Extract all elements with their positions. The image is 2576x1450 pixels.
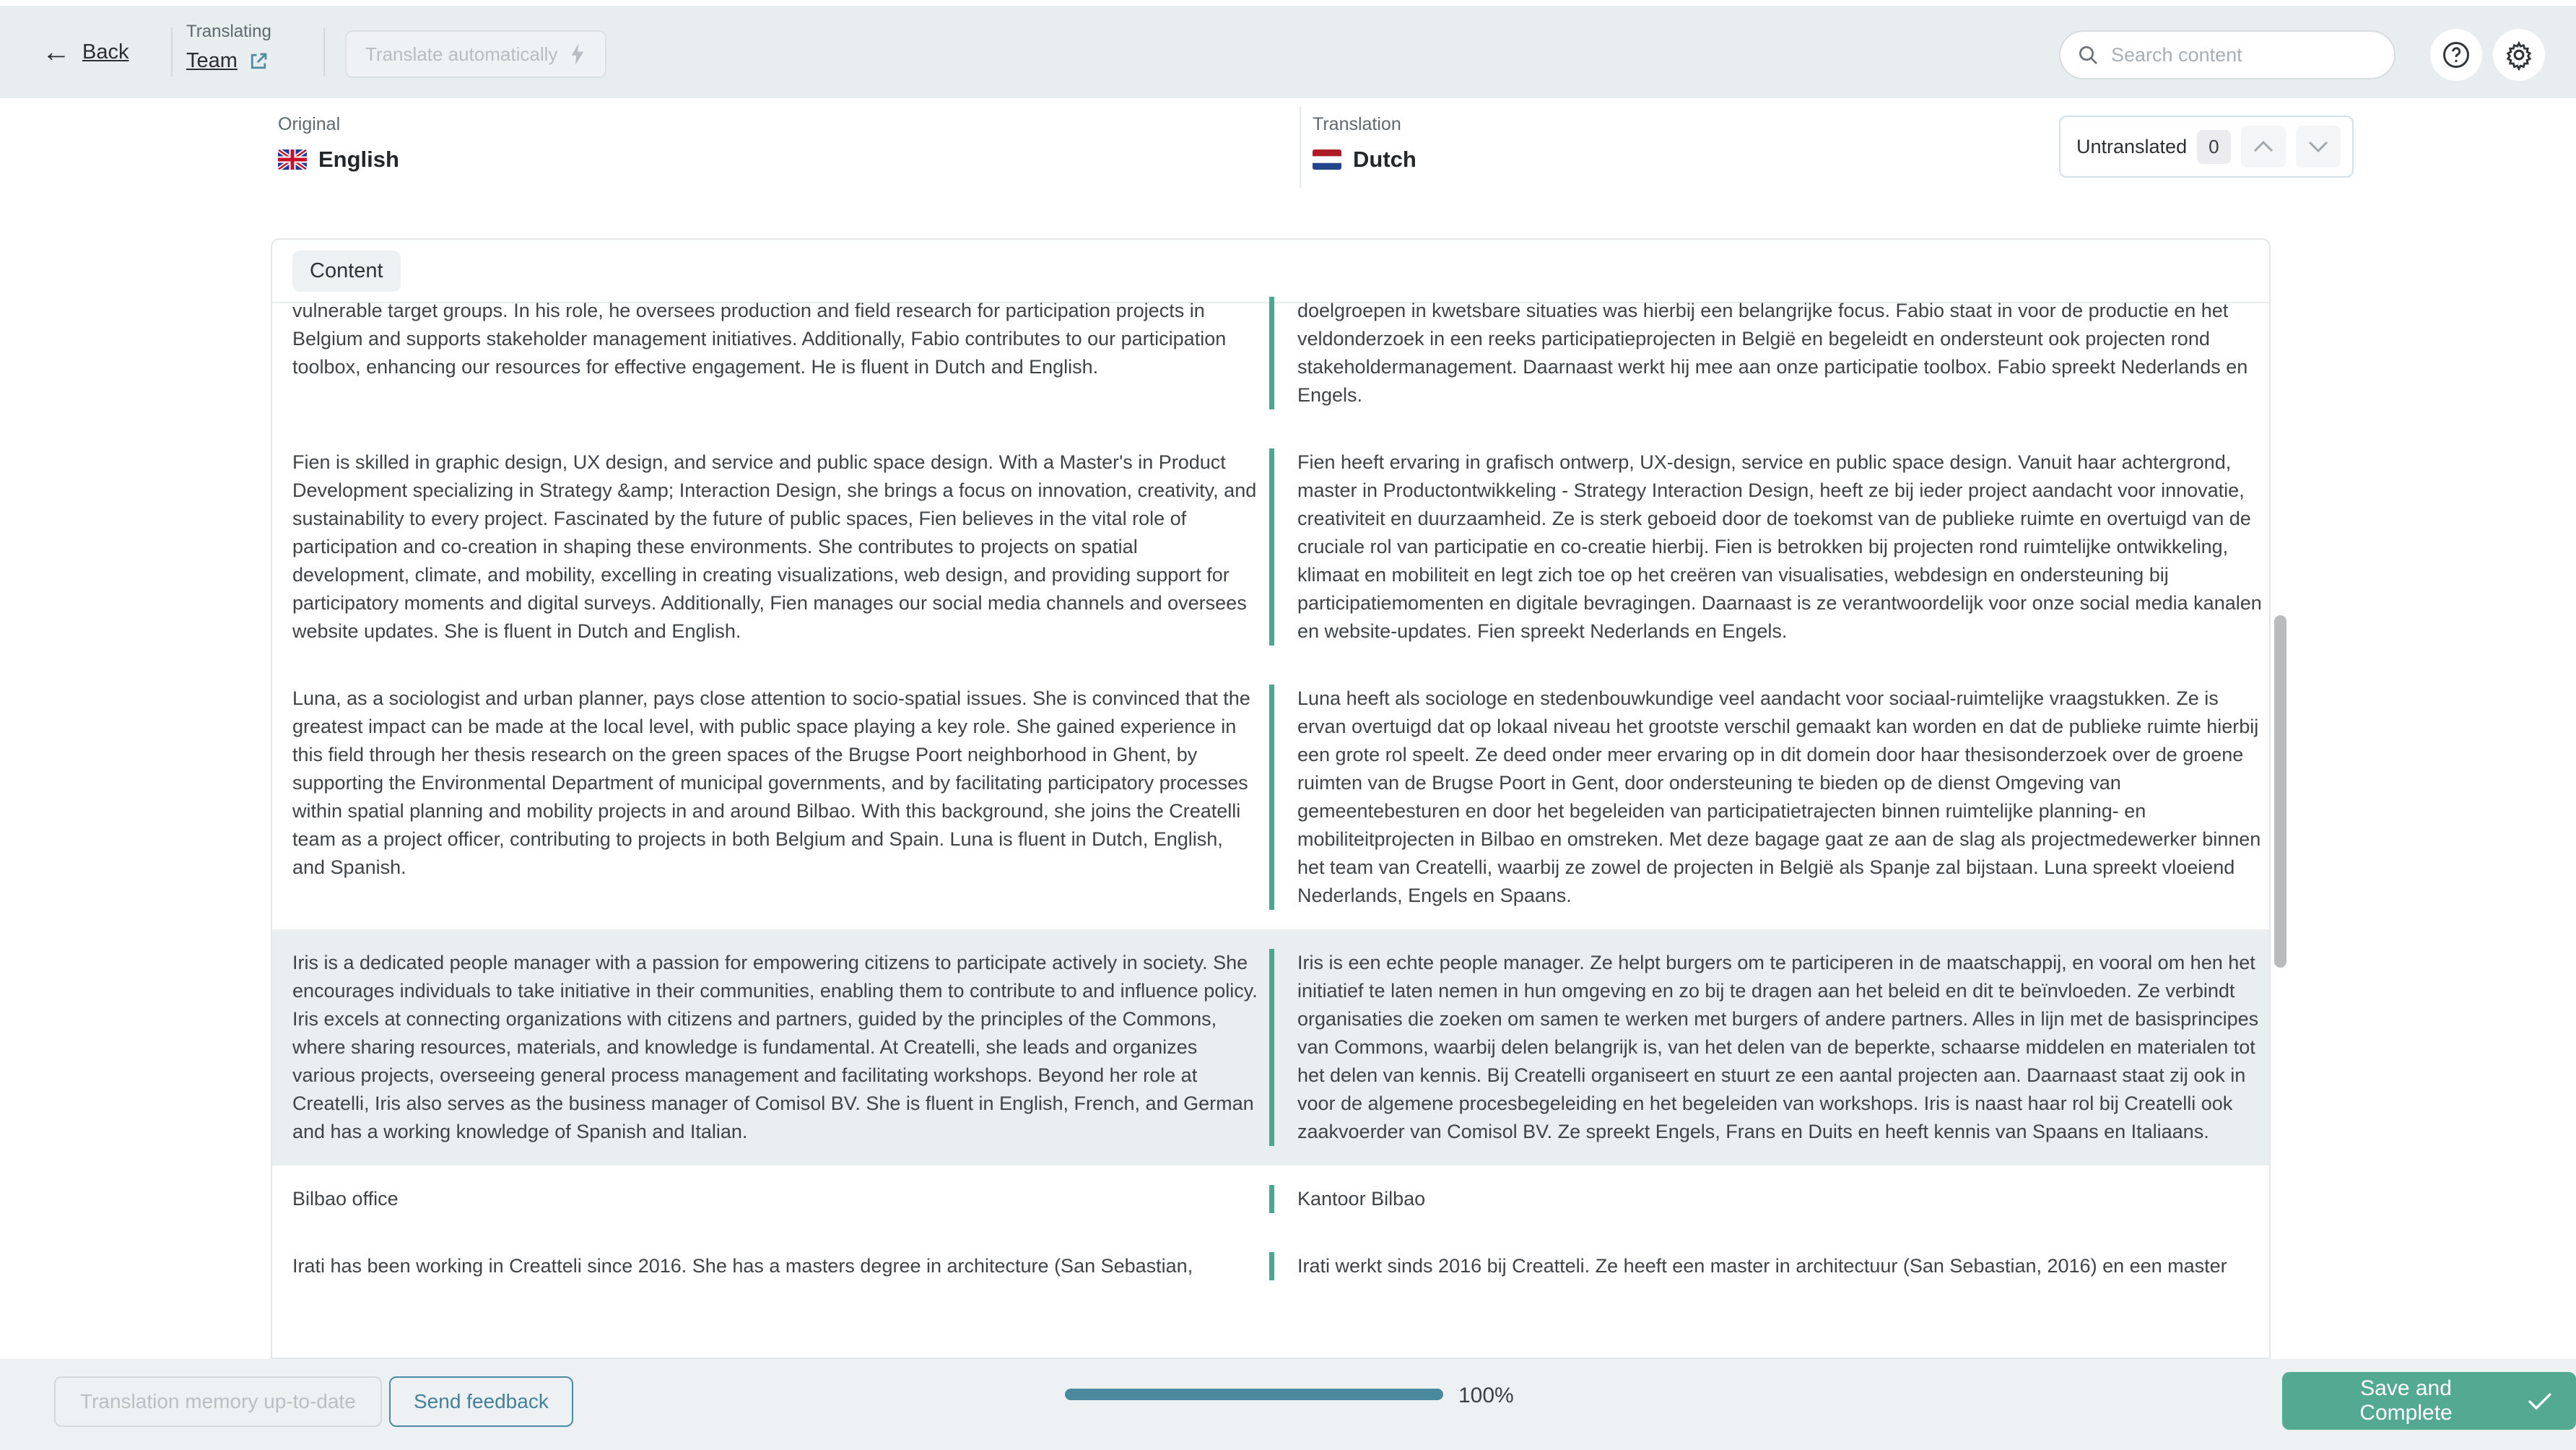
table-row: [272, 1233, 2269, 1300]
target-text[interactable]: doelgroepen in kwetsbare situaties was hierbij een belangrijke focus. Fabio staat in voor de productie en het veldonderzoek in een reeks participatieprojecten in België en begeleidt en ondersteunt ook projecten rond stakeholdermanagement. Daarnaast werkt hij mee aan onze participatie toolbox. Fabio spreekt Nederlands en Engels.: [1269, 297, 2262, 409]
gear-icon: [2503, 39, 2535, 71]
tab-content[interactable]: Content: [292, 251, 401, 292]
divider: [323, 27, 325, 77]
source-text: Luna, as a sociologist and urban planner, pays close attention to socio-spatial issues. She is convinced that the greatest impact can be made at the local level, with public space playing a key role. She gained experience in this field through her thesis research on the green spaces of the Brugse Poort neighborhood in Ghent, by supporting the Environmental Department of municipal governments, and by facilitating participatory processes within spatial planning and mobility projects in and around Bilbao. With this background, she joins the Createlli team as a project officer, contributing to projects in both Belgium and Spain. Luna is fluent in Dutch, English, and Spanish.: [292, 687, 1250, 878]
translation-memory-status-label: Translation memory up-to-date: [80, 1390, 356, 1412]
translation-label: Translation: [1313, 114, 1401, 134]
untranslated-label: Untranslated: [2076, 135, 2188, 157]
column-gap: [1258, 949, 1269, 1146]
card-header: [272, 240, 2269, 303]
table-row: [272, 429, 2269, 665]
checkmark-icon: [2525, 1389, 2554, 1412]
language-header-row: [0, 98, 2576, 196]
send-feedback-button[interactable]: [389, 1376, 573, 1427]
settings-button[interactable]: [2493, 29, 2545, 81]
column-gap: [1258, 303, 1269, 409]
untranslated-navigator: [2059, 116, 2354, 178]
netherlands-flag-icon: [1313, 149, 1341, 170]
column-gap: [1258, 685, 1269, 910]
footer-bar: [0, 1359, 2576, 1450]
search-bar: [2059, 30, 2396, 79]
target-text[interactable]: Luna heeft als sociologe en stedenbouwkundige veel aandacht voor sociaal-ruimtelijke vraagstukken. Ze is ervan overtuigd dat op lokaal niveau het grootste verschil gemaakt kan worden en dat de publieke ruimte hierbij een grote rol speelt. Ze deed onder meer ervaring op in dit domein door haar thesisonderzoek over de groene ruimten van de Brugse Poort in Gent, door ondersteuning te bieden op de dienst Omgeving van gemeentebesturen en door het begeleiden van participatietrajecten binnen ruimtelijke planning- en mobiliteitprojecten in Bilbao en omstreken. Met deze bagage gaat ze aan de slag als projectmedewerker binnen het team van Createlli, waarbij ze zowel de projecten in België als Spanje zal bijstaan. Luna spreekt vloeiend Nederlands, Engels en Spaans.: [1269, 685, 2262, 910]
send-feedback-label: Send feedback: [414, 1390, 549, 1412]
table-row: [272, 300, 2269, 429]
source-text: vulnerable target groups. In his role, he oversees production and field research for participation projects in Belgium and supports stakeholder management initiatives. Additionally, Fabio contributes to our participation toolbox, enhancing our resources for effective engagement. He is fluent in Dutch and English.: [292, 300, 1227, 378]
source-text: Irati has been working in Creatteli since 2016. She has a masters degree in architecture (San Sebastian,: [292, 1255, 1193, 1277]
source-text: Iris is a dedicated people manager with a passion for empowering citizens to participate actively in society. She encourages individuals to take initiative in their communities, enabling them to contribute to and influence policy. Iris excels at connecting organizations with citizens and partners, guided by the principles of the Commons, where sharing resources, materials, and knowledge is fundamental. At Createlli, she leads and organizes various projects, overseeing general process management and facilitating workshops. Beyond her role at Createlli, Iris also serves as the business manager of Comisol BV. She is fluent in English, French, and German and has a working knowledge of Spanish and Italian.: [292, 952, 1258, 1142]
translation-language-block: [1313, 114, 1417, 173]
back-arrow-icon: ←: [42, 36, 71, 68]
column-gap: [1258, 448, 1269, 646]
top-bar: [0, 6, 2576, 98]
search-icon: [2076, 43, 2099, 66]
target-text[interactable]: Iris is een echte people manager. Ze helpt burgers om te participeren in de maatschappij, en vooral om hen het initiatief te laten nemen in hun omgeving en zo bij te dragen aan het beleid en dit te beïnvloeden. Ze verbindt organisaties die zoeken om samen te werken met burgers of andere partners. Alles in lijn met de basisprincipes van Commons, waarbij delen belangrijk is, van het delen van de beperkte, schaarse middelen en materialen tot het delen van kennis. Bij Createlli organiseert en stuurt ze een aantal projecten aan. Daarnaast staat zij ook in voor de algemene procesbegeleiding en het begeleiden van workshops. Iris is naast haar rol bij Createlli ook zaakvoerder van Comisol BV. Ze spreekt Engels, Frans en Duits en heeft kennis van Spaans en Italiaans.: [1269, 949, 2262, 1146]
next-untranslated-button[interactable]: [2296, 126, 2341, 168]
help-icon: [2440, 39, 2472, 71]
back-button[interactable]: [42, 32, 129, 72]
original-language-block: [278, 114, 399, 173]
team-link[interactable]: Team: [186, 49, 238, 72]
save-and-complete-label: Save and Complete: [2359, 1376, 2453, 1425]
table-row: [272, 665, 2269, 929]
progress-percent-label: 100%: [1458, 1384, 1514, 1407]
translating-label: Translating: [186, 22, 271, 41]
external-link-icon[interactable]: [248, 51, 269, 72]
progress-bar: [1065, 1389, 1443, 1400]
original-language-name: English: [318, 147, 399, 172]
chevron-up-icon: [2253, 140, 2274, 153]
translating-context: [186, 22, 271, 73]
original-label: Original: [278, 114, 341, 134]
uk-flag-icon: [278, 149, 307, 170]
translation-content-card: [271, 238, 2271, 1359]
source-text: Fien is skilled in graphic design, UX design, and service and public space design. With a Master's in Product Development specializing in Strategy &amp; Interaction Design, she brings a focus on innovation, creativity, and sustainability to every project. Fascinated by the future of public spaces, Fien believes in the vital role of participation and co-creation in shaping these environments. She contributes to projects on spatial development, climate, and mobility, excelling in creating visualizations, web design, and providing support for participatory moments and digital surveys. Additionally, Fien manages our social media channels and oversees website updates. She is fluent in Dutch and English.: [292, 451, 1257, 642]
previous-untranslated-button[interactable]: [2241, 126, 2286, 168]
translate-automatically-button[interactable]: [345, 30, 606, 78]
target-text[interactable]: Kantoor Bilbao: [1269, 1185, 2262, 1213]
divider: [171, 27, 173, 77]
untranslated-count-badge: 0: [2197, 130, 2230, 164]
column-gap: [1258, 1252, 1269, 1280]
translate-automatically-label: Translate automatically: [365, 43, 558, 65]
back-label: Back: [82, 40, 129, 64]
lightning-bolt-icon: [569, 43, 586, 65]
search-input[interactable]: [2111, 44, 2378, 66]
target-text[interactable]: Fien heeft ervaring in grafisch ontwerp, UX-design, service en public space design. Vanuit haar achtergrond, master in Productontwikkeling - Strategy Interaction Design, heeft ze bij ieder project aandacht voor innovatie, creativiteit en duurzaamheid. Ze is sterk geboeid door de toekomst van de publieke ruimte en overtuigd van de cruciale rol van participatie en co-creatie hierbij. Fien is betrokken bij projecten rond ruimtelijke ontwikkeling, klimaat en mobiliteit en legt zich toe op het creëren van visualisaties, webdesign en ondersteuning bij participatiemomenten en digitale bevragingen. Daarnaast is ze verantwoordelijk voor onze social media kanalen en website-updates. Fien spreekt Nederlands en Engels.: [1269, 448, 2262, 646]
column-gap: [1258, 1185, 1269, 1213]
translation-memory-status-button: [54, 1376, 382, 1427]
scrollbar-thumb[interactable]: [2274, 615, 2286, 968]
translation-rows: [272, 300, 2269, 1300]
source-text: Bilbao office: [292, 1188, 399, 1210]
divider: [1300, 107, 1301, 188]
save-and-complete-button[interactable]: [2282, 1372, 2576, 1430]
table-row: [272, 1165, 2269, 1233]
help-button[interactable]: [2430, 29, 2482, 81]
translation-language-name: Dutch: [1353, 147, 1417, 172]
table-row-selected: [272, 929, 2269, 1165]
chevron-down-icon: [2307, 140, 2329, 153]
target-text[interactable]: Irati werkt sinds 2016 bij Creatteli. Ze heeft een master in architectuur (San Sebastian, 2016) en een master: [1269, 1252, 2262, 1280]
